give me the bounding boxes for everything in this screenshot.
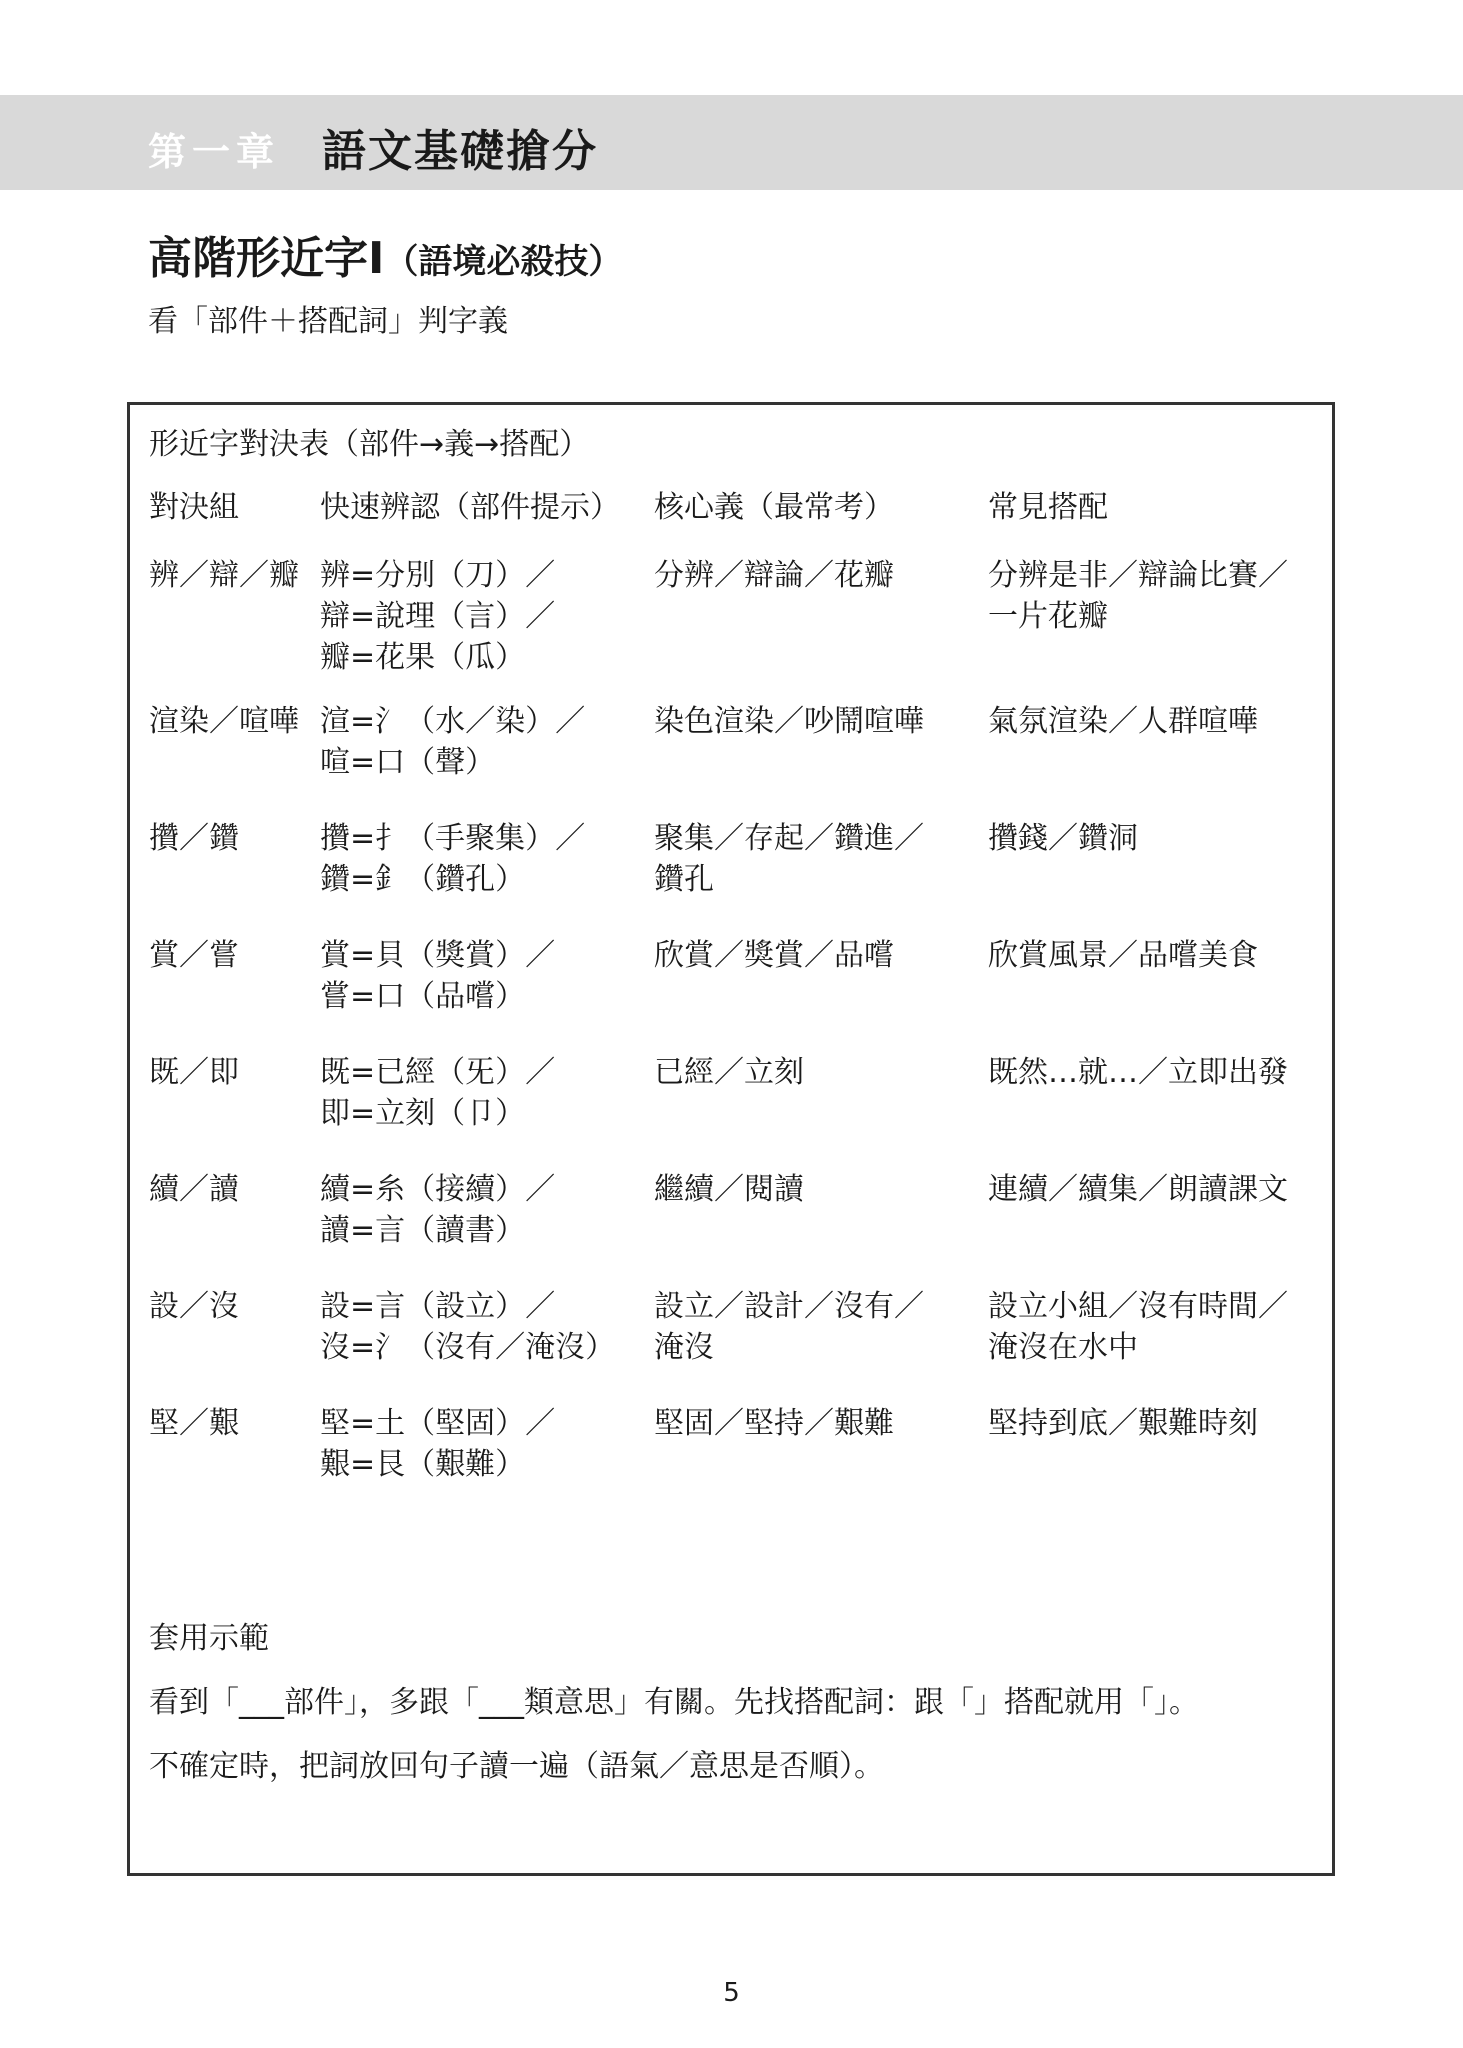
row-meaning: 設立／設計／沒有／ 淹沒 — [654, 1289, 924, 1365]
chapter-header-bar — [0, 95, 1463, 190]
column-header: 對決組 — [149, 490, 239, 525]
row-group: 辨／辯／瓣 — [149, 558, 299, 593]
column-header: 常見搭配 — [988, 490, 1108, 525]
row-hint: 堅=土（堅固）／ 艱=艮（艱難） — [320, 1406, 556, 1482]
row-collocation: 氣氛渲染／人群喧嘩 — [988, 704, 1258, 739]
row-collocation: 堅持到底／艱難時刻 — [988, 1406, 1258, 1441]
row-hint: 辨=分別（刀）／ 辯=說理（言）／ 瓣=花果（瓜） — [320, 558, 556, 675]
row-hint: 設=言（設立）／ 沒=氵（沒有／淹沒） — [320, 1289, 616, 1365]
row-meaning: 染色渲染／吵鬧喧嘩 — [654, 704, 924, 739]
row-hint: 既=已經（旡）／ 即=立刻（卩） — [320, 1055, 556, 1131]
section-subtitle: （語境必殺技） — [384, 242, 623, 282]
row-collocation: 欣賞風景／品嚐美食 — [988, 938, 1258, 973]
demo-title: 套用示範 — [149, 1621, 269, 1656]
row-collocation: 連續／續集／朗讀課文 — [988, 1172, 1288, 1207]
row-group: 既／即 — [149, 1055, 239, 1090]
row-group: 堅／艱 — [149, 1406, 239, 1441]
section-description: 看「部件＋搭配詞」判字義 — [148, 304, 508, 339]
row-group: 攢／鑽 — [149, 821, 239, 856]
comparison-table-box — [127, 402, 1335, 1876]
row-collocation: 設立小組／沒有時間／ 淹沒在水中 — [988, 1289, 1288, 1365]
demo-line: 看到「___部件」，多跟「___類意思」有關。先找搭配詞：跟「」搭配就用「」。 — [149, 1685, 1199, 1720]
row-meaning: 已經／立刻 — [654, 1055, 804, 1090]
chapter-title: 語文基礎搶分 — [322, 126, 598, 177]
row-meaning: 繼續／閱讀 — [654, 1172, 804, 1207]
row-hint: 攢=扌（手聚集）／ 鑽=釒（鑽孔） — [320, 821, 586, 897]
row-meaning: 聚集／存起／鑽進／ 鑽孔 — [654, 821, 924, 897]
row-hint: 賞=貝（獎賞）／ 嘗=口（品嚐） — [320, 938, 556, 1014]
demo-line: 不確定時，把詞放回句子讀一遍（語氣／意思是否順）。 — [149, 1749, 884, 1784]
row-group: 渲染／喧嘩 — [149, 704, 299, 739]
row-collocation: 既然…就…／立即出發 — [988, 1055, 1288, 1090]
column-header: 快速辨認（部件提示） — [320, 490, 620, 525]
row-group: 設／沒 — [149, 1289, 239, 1324]
chapter-label: 第一章 — [148, 130, 281, 174]
row-meaning: 堅固／堅持／艱難 — [654, 1406, 894, 1441]
column-header: 核心義（最常考） — [654, 490, 894, 525]
row-meaning: 分辨／辯論／花瓣 — [654, 558, 894, 593]
section-title — [148, 222, 622, 286]
row-group: 續／讀 — [149, 1172, 239, 1207]
row-hint: 續=糸（接續）／ 讀=言（讀書） — [320, 1172, 556, 1248]
table-title: 形近字對決表（部件→義→搭配） — [149, 427, 590, 462]
row-meaning: 欣賞／獎賞／品嚐 — [654, 938, 894, 973]
row-hint: 渲=氵（水／染）／ 喧=口（聲） — [320, 704, 586, 780]
row-collocation: 分辨是非／辯論比賽／ 一片花瓣 — [988, 558, 1288, 634]
section-title-text: 高階形近字Ⅰ — [148, 233, 385, 284]
row-group: 賞／嘗 — [149, 938, 239, 973]
page-number: 5 — [723, 1978, 740, 2008]
row-collocation: 攢錢／鑽洞 — [988, 821, 1138, 856]
